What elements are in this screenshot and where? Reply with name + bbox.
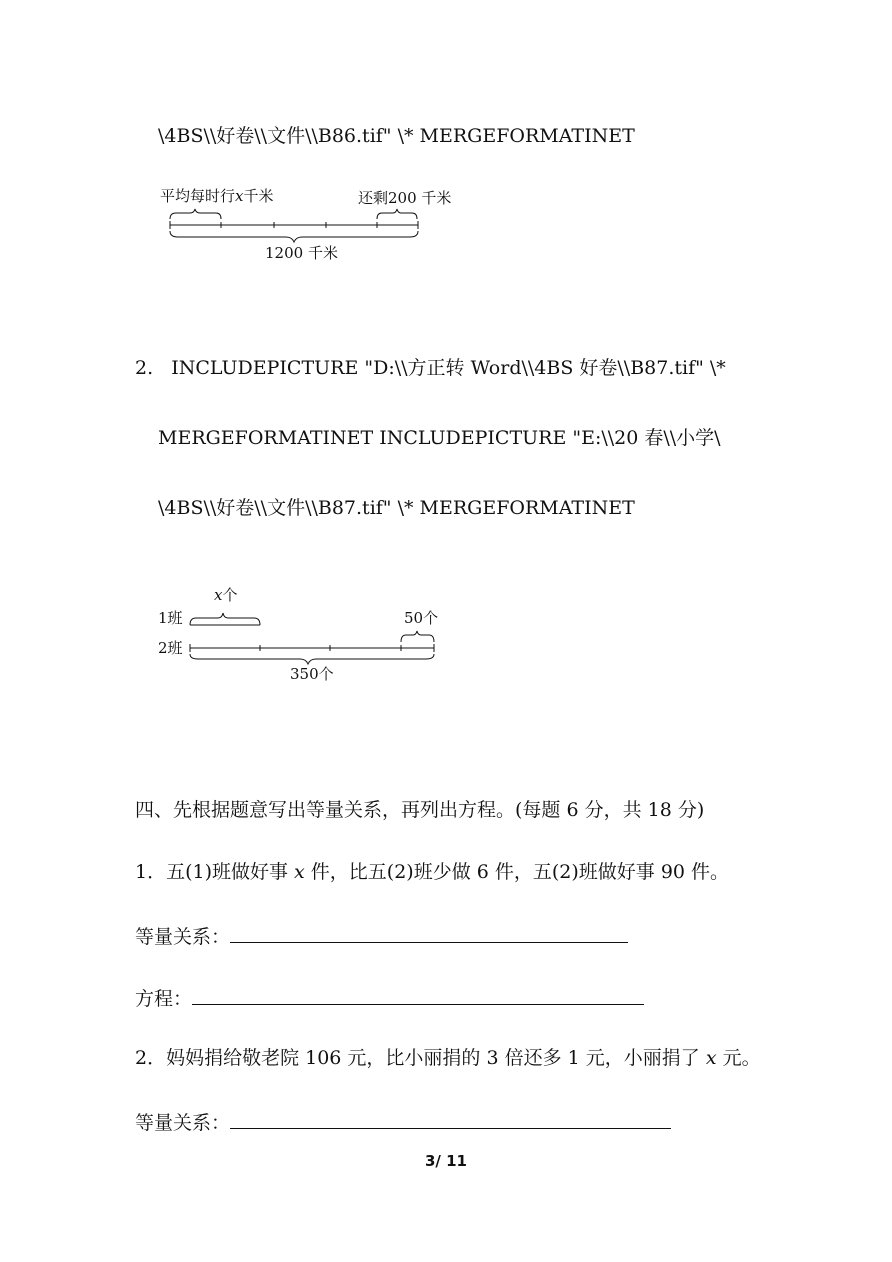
item2-line3: \4BS\\好卷\\文件\\B87.tif" \* MERGEFORMATINET [158,497,635,519]
page-number: 3/ 11 [424,1152,467,1170]
q1-equation-row [135,986,644,1011]
fig1-label-total: 1200 千米 [265,244,338,262]
fig2-brace-x [190,613,260,625]
q1-text: 1．五(1)班做好事 x 件，比五(2)班少做 6 件，五(2)班做好事 90 件。 [135,861,730,883]
section4-heading: 四、先根据题意写出等量关系，再列出方程。(每题 6 分，共 18 分) [135,799,705,821]
q1-equation-blank[interactable] [192,986,644,1005]
fig2-row1-label: 1班 [158,609,183,627]
q1-relation-blank[interactable] [230,924,628,943]
q2-relation-label: 等量关系： [135,1112,231,1134]
item2-number: 2. [135,357,154,379]
q1-relation-row [135,924,628,949]
q2-variable: x [705,1047,717,1069]
fig1-brace-total [170,231,418,242]
item2-line2: MERGEFORMATINET INCLUDEPICTURE "E:\\20 春\\小学\ [158,427,721,449]
fig1-brace-right [377,209,417,219]
q2-relation-row [135,1110,671,1135]
fig2-brace-total [190,654,434,664]
fig2-row2-label: 2班 [158,639,183,657]
segment-diagram-2 [150,585,450,685]
fig2-label-total: 350个 [290,665,334,683]
fig2-label-x: x个 [214,586,238,604]
fig1-label-left: 平均每时行x千米 [160,187,274,205]
item2-line1: 2. INCLUDEPICTURE "D:\\方正转 Word\\4BS 好卷\\B87.tif" \* [135,357,726,379]
q1-relation-label: 等量关系： [135,926,231,948]
fig2-brace-right [401,631,434,642]
fig1-brace-left [170,209,221,219]
q2-relation-blank[interactable] [230,1110,671,1129]
q1-variable: x [294,861,305,883]
segment-diagram-1 [150,185,470,265]
q2-text: 2．妈妈捐给敬老院 106 元，比小丽捐的 3 倍还多 1 元，小丽捐了 x 元。 [135,1047,761,1069]
fig2-label-right: 50个 [404,609,439,627]
fig1-label-right: 还剩200 千米 [358,189,452,207]
include-path-line: \4BS\\好卷\\文件\\B86.tif" \* MERGEFORMATINET [158,125,635,147]
q1-equation-label: 方程： [135,988,193,1010]
